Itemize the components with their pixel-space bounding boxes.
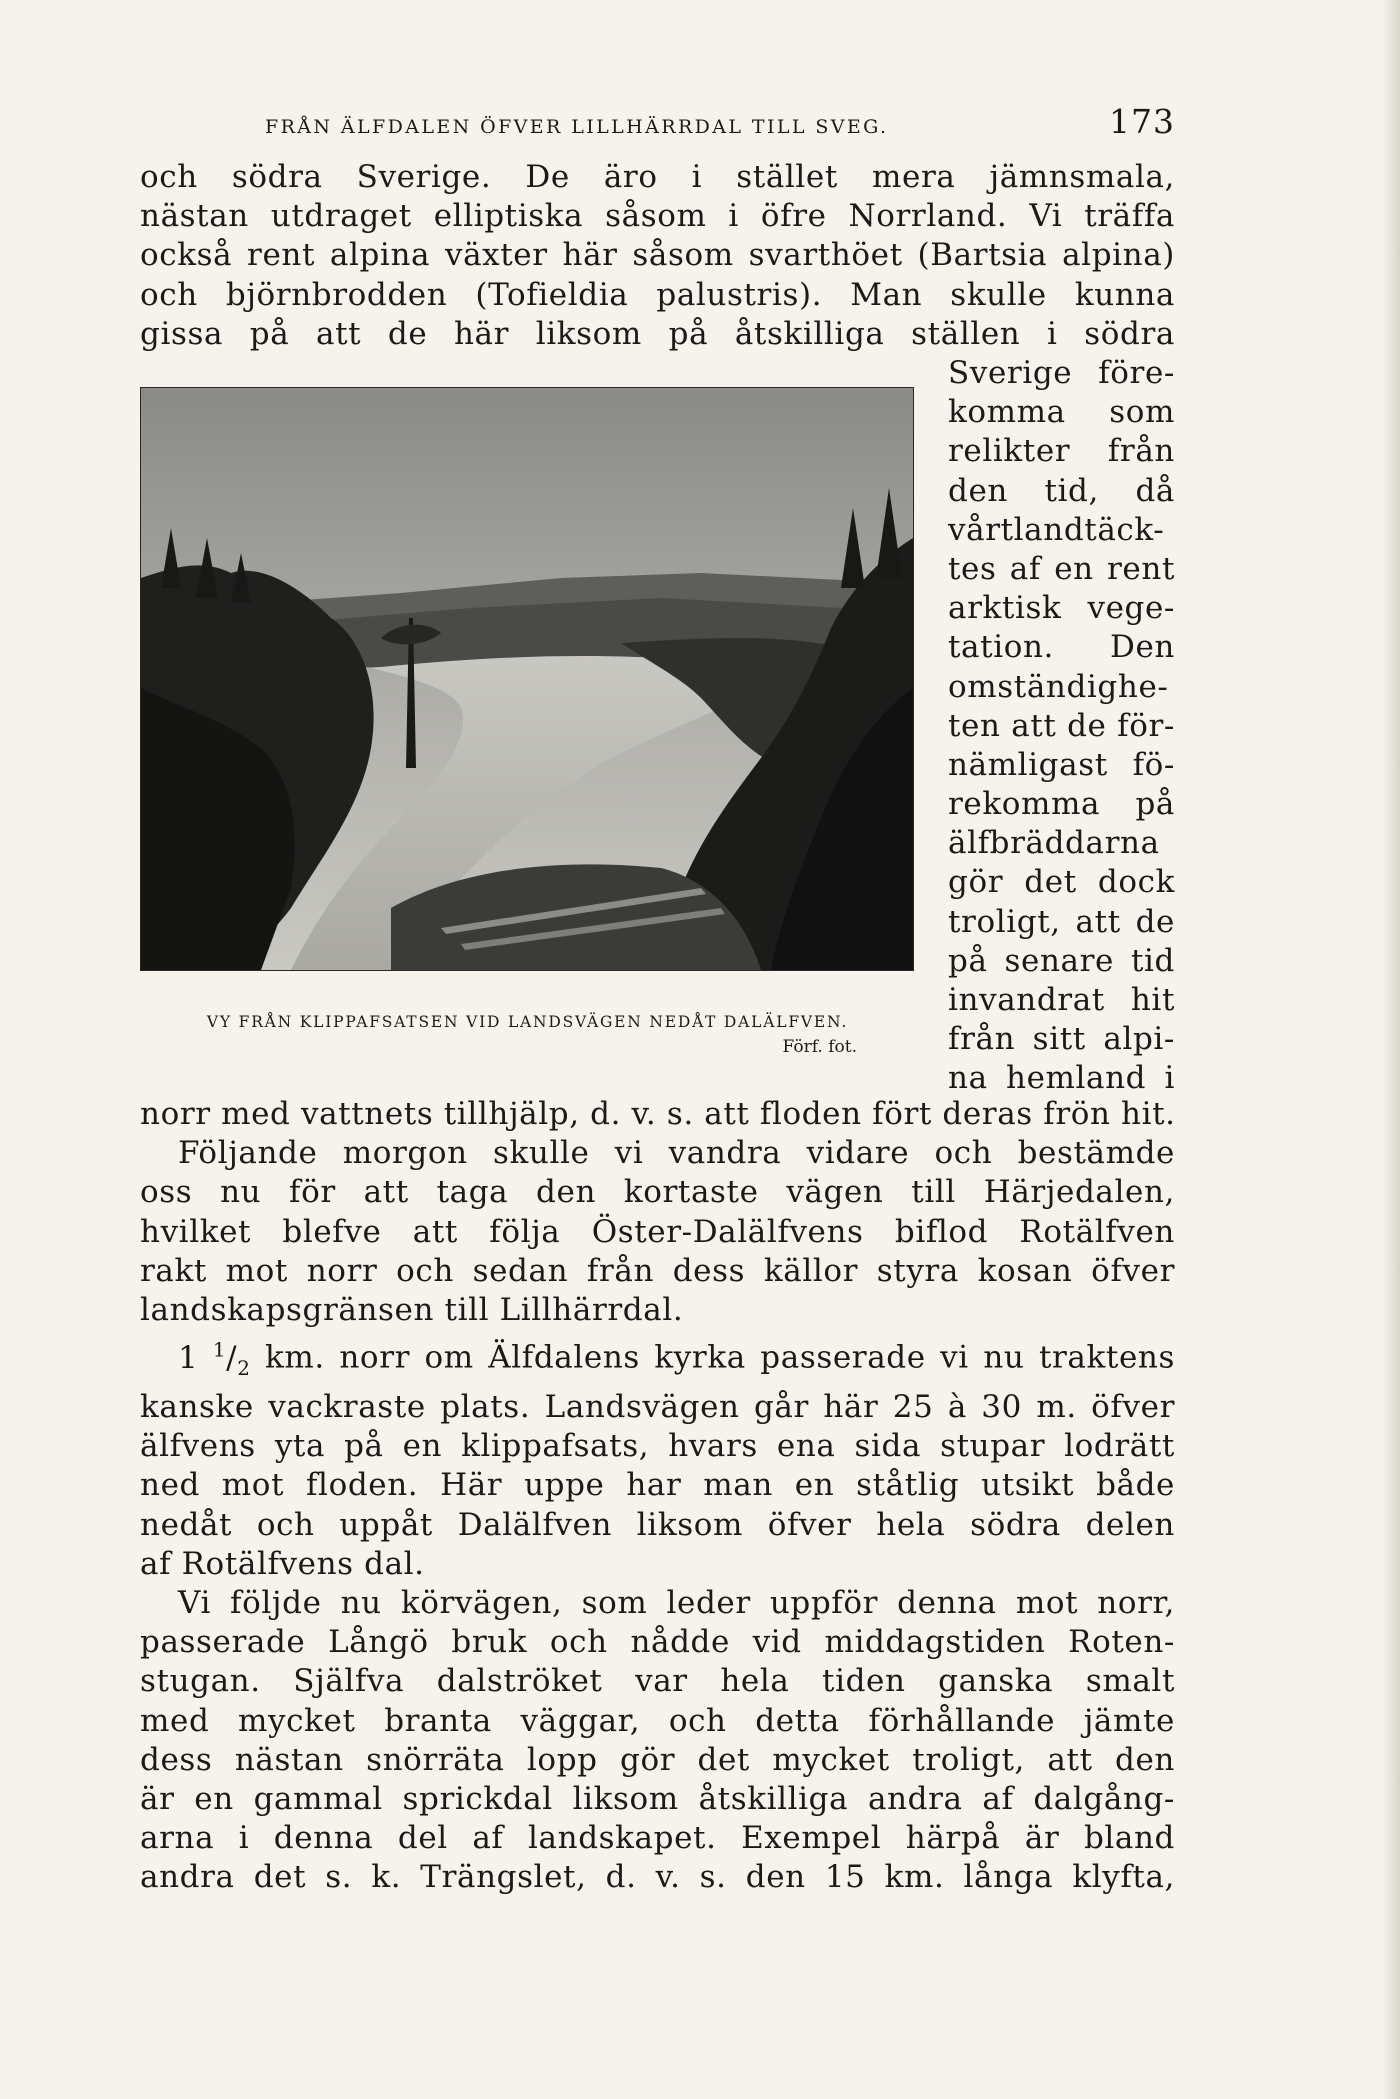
text-line: dess nästan snörräta lopp gör det mycket troligt, att den [140, 1741, 1175, 1778]
river-valley-illustration [141, 388, 913, 970]
side-line: på senare tid [948, 942, 1175, 979]
text-line: med mycket branta väggar, och detta förhållande jämte [140, 1702, 1175, 1739]
figure-credit: Förf. fot. [782, 1037, 857, 1057]
text-line: också rent alpina växter här såsom svarthöet (Bartsia alpina) [140, 237, 1175, 274]
side-line: vårtlandtäck- [948, 511, 1165, 548]
text-line: arna i denna del af landskapet. Exempel härpå är bland [140, 1820, 1175, 1857]
text-line: är en gammal sprickdal liksom åtskilliga andra af dalgång- [140, 1780, 1175, 1817]
paragraph-1-top [140, 158, 1175, 354]
side-line: gör det dock [948, 864, 1175, 901]
side-line: arktisk vege- [948, 590, 1175, 627]
text-line: och björnbrodden (Tofieldia palustris). Man skulle kunna [140, 276, 1175, 313]
text-line: gissa på att de här liksom på åtskilliga ställen i södra [140, 315, 1175, 352]
text-line: stugan. Själfva dalströket var hela tiden ganska smalt [140, 1663, 1175, 1700]
text-line: oss nu för att taga den kortaste vägen till Härjedalen, [140, 1174, 1175, 1211]
text-line: passerade Långö bruk och nådde vid middagstiden Roten- [140, 1624, 1175, 1661]
text-line: nedåt och uppåt Dalälfven liksom öfver hela södra delen [140, 1506, 1175, 1543]
side-line: na hemland i [948, 1060, 1175, 1097]
text-line: älfvens yta på en klippafsats, hvars ena sida stupar lodrätt [140, 1428, 1175, 1465]
side-line: från sitt alpi- [948, 1021, 1175, 1058]
text-line: andra det s. k. Trängslet, d. v. s. den 15 km. långa klyfta, [140, 1859, 1175, 1896]
page-number: 173 [1109, 102, 1175, 141]
text-line: rakt mot norr och sedan från dess källor styra kosan öfver [140, 1252, 1175, 1289]
side-line: relikter från [948, 433, 1175, 470]
text-line-rest: km. norr om Älfdalens kyrka passerade vi nu traktens [265, 1339, 1175, 1376]
text-line: landskapsgränsen till Lillhärrdal. [140, 1292, 684, 1329]
fraction-whole: 1 [178, 1339, 199, 1376]
text-line: af Rotälfvens dal. [140, 1545, 425, 1582]
page-header [140, 102, 1175, 150]
paragraphs-bottom [140, 1095, 1175, 1898]
side-line: ten att de för- [948, 707, 1175, 744]
figure-caption: VY FRÅN KLIPPAFSATSEN VID LANDSVÄGEN NEDÅT DALÄLFVEN. [206, 1013, 849, 1031]
text-line: och södra Sverige. De äro i stället mera jämnsmala, [140, 159, 1175, 195]
figure [140, 387, 915, 1057]
text-line: kanske vackraste plats. Landsvägen går här 25 à 30 m. öfver [140, 1388, 1175, 1425]
paragraph-1-side-column [948, 354, 1175, 1099]
running-head: FRÅN ÄLFDALEN ÖFVER LILLHÄRRDAL TILL SVEG. [265, 116, 889, 138]
text-line: ned mot floden. Här uppe har man en ståtlig utsikt både [140, 1467, 1175, 1504]
page-edge [1382, 0, 1400, 2099]
side-line: troligt, att de [948, 903, 1175, 940]
text-line: norr med vattnets tillhjälp, d. v. s. att floden fört deras frön hit. [140, 1096, 1176, 1132]
text-line-with-fraction [140, 1330, 1175, 1388]
fraction: 1 $^1/_2$ [178, 1337, 251, 1380]
landscape-photo [140, 387, 914, 971]
text-line: hvilket blefve att följa Öster-Dalälfvens biflod Rotälfven [140, 1213, 1175, 1250]
side-line: rekomma på [948, 786, 1175, 823]
side-line: komma som [948, 394, 1175, 431]
side-line: nämligast fö- [948, 746, 1175, 783]
text-line: Vi följde nu körvägen, som leder uppför denna mot norr, [178, 1584, 1175, 1621]
side-line: omständighe- [948, 668, 1169, 705]
side-line: tes af en rent [948, 550, 1175, 587]
text-line: Följande morgon skulle vi vandra vidare och bestämde [178, 1135, 1175, 1172]
side-line: invandrat hit [948, 982, 1175, 1018]
side-line: tation. Den [948, 629, 1175, 666]
side-line: älfbräddarna [948, 825, 1160, 862]
text-line: nästan utdraget elliptiska såsom i öfre Norrland. Vi träffa [140, 198, 1175, 235]
side-line: Sverige före- [948, 355, 1175, 391]
fraction-numerator: 1 [212, 1337, 227, 1362]
fraction-denominator: 2 [237, 1355, 251, 1380]
side-line: den tid, då [948, 472, 1175, 509]
